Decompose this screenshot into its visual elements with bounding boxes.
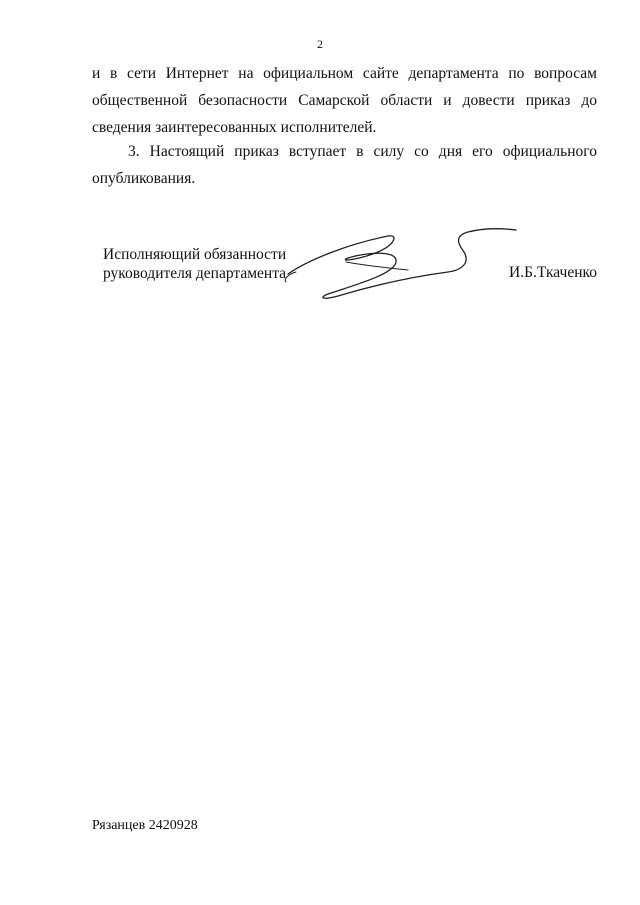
handwritten-signature	[278, 222, 518, 307]
executor-code: Рязанцев 2420928	[92, 818, 198, 833]
signer-name: И.Б.Ткаченко	[509, 264, 597, 281]
paragraph-distribution: и в сети Интернет на официальном сайте департамента по вопросам общественной безопасности Самарской области и довести приказ до сведения заинтересованных исполнителей.	[92, 65, 597, 136]
signer-title	[103, 245, 286, 283]
signer-title-line-1: Исполняющий обязанности	[103, 246, 287, 263]
page-number: 2	[317, 37, 323, 51]
signer-title-line-2: руководителя департамента	[103, 265, 287, 282]
signature-stroke	[278, 222, 518, 307]
paragraph-effective-date: 3. Настоящий приказ вступает в силу со дня его официального опубликования.	[92, 143, 597, 187]
